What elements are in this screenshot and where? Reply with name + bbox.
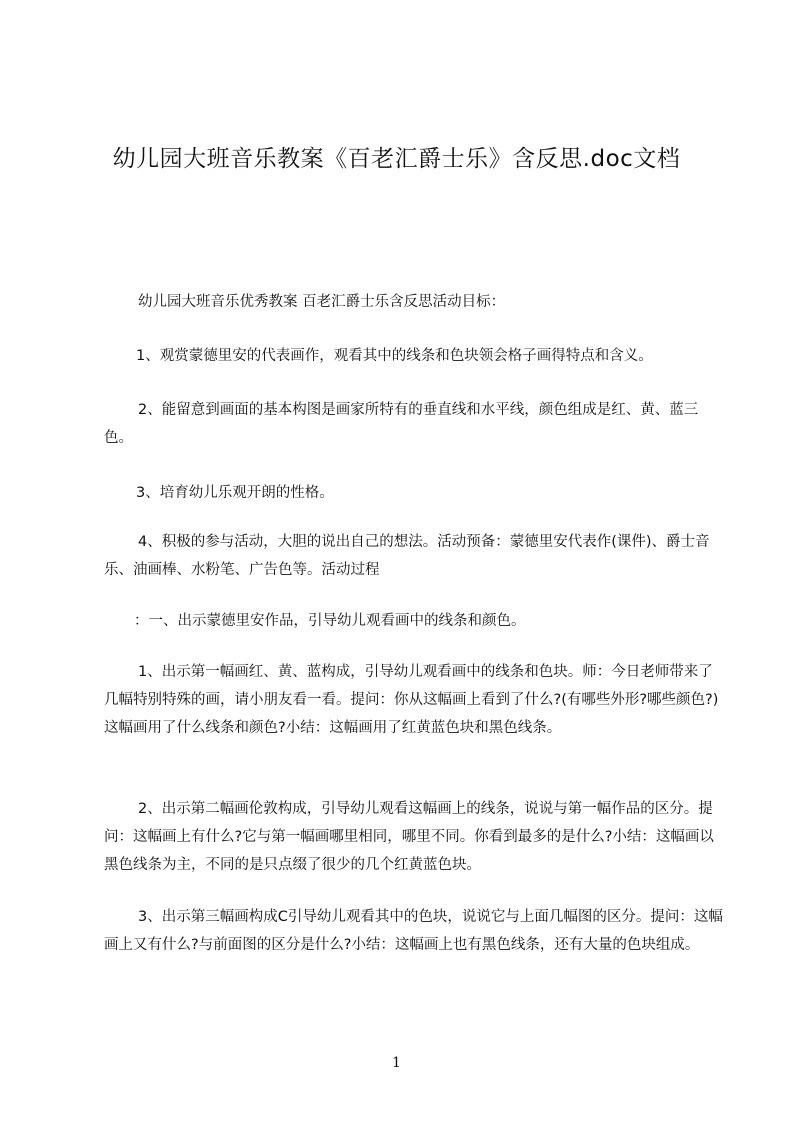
paragraph-intro: 幼儿园大班音乐优秀教案 百老汇爵士乐含反思活动目标： — [138, 294, 506, 310]
paragraph-process-1: ：一、出示蒙德里安作品，引导幼儿观看画中的线条和颜色。 — [134, 613, 526, 629]
paragraph-goal-1: 1、观赏蒙德里安的代表画作，观看其中的线条和色块领会格子画得特点和含义。 — [136, 348, 653, 364]
paragraph-goal-4: 4、积极的参与活动，大胆的说出自己的想法。活动预备：蒙德里安代表作(课件)、爵士音乐、油画棒、水粉笔、广告色等。活动过程 — [104, 534, 710, 578]
page-number: 1 — [392, 1055, 401, 1071]
paragraph-step-3: 3、出示第三幅画构成C引导幼儿观看其中的色块，说说它与上面几幅图的区分。提问：这幅画上又有什么?与前面图的区分是什么?小结：这幅画上也有黑色线条，还有大量的色块组成。 — [104, 909, 723, 953]
paragraph-goal-2: 2、能留意到画面的基本构图是画家所特有的垂直线和水平线，颜色组成是红、黄、蓝三色。 — [104, 402, 699, 446]
paragraph-step-1: 1、出示第一幅画红、黄、蓝构成，引导幼儿观看画中的线条和色块。师：今日老师带来了几幅特别特殊的画，请小朋友看一看。提问：你从这幅画上看到了什么?(有哪些外形?哪些颜色?)这幅画用了什么线条和颜色?小结：这幅画用了红黄蓝色块和黑色线条。 — [104, 664, 719, 736]
document-title: 幼儿园大班音乐教案《百老汇爵士乐》含反思.doc文档 — [112, 146, 681, 172]
paragraph-step-2: 2、出示第二幅画伦敦构成，引导幼儿观看这幅画上的线条，说说与第一幅作品的区分。提问：这幅画上有什么?它与第一幅画哪里相同，哪里不同。你看到最多的是什么?小结：这幅画以黑色线条为主，不同的是只点缀了很少的几个红黄蓝色块。 — [104, 801, 714, 873]
paragraph-goal-3: 3、培育幼儿乐观开朗的性格。 — [136, 485, 334, 501]
